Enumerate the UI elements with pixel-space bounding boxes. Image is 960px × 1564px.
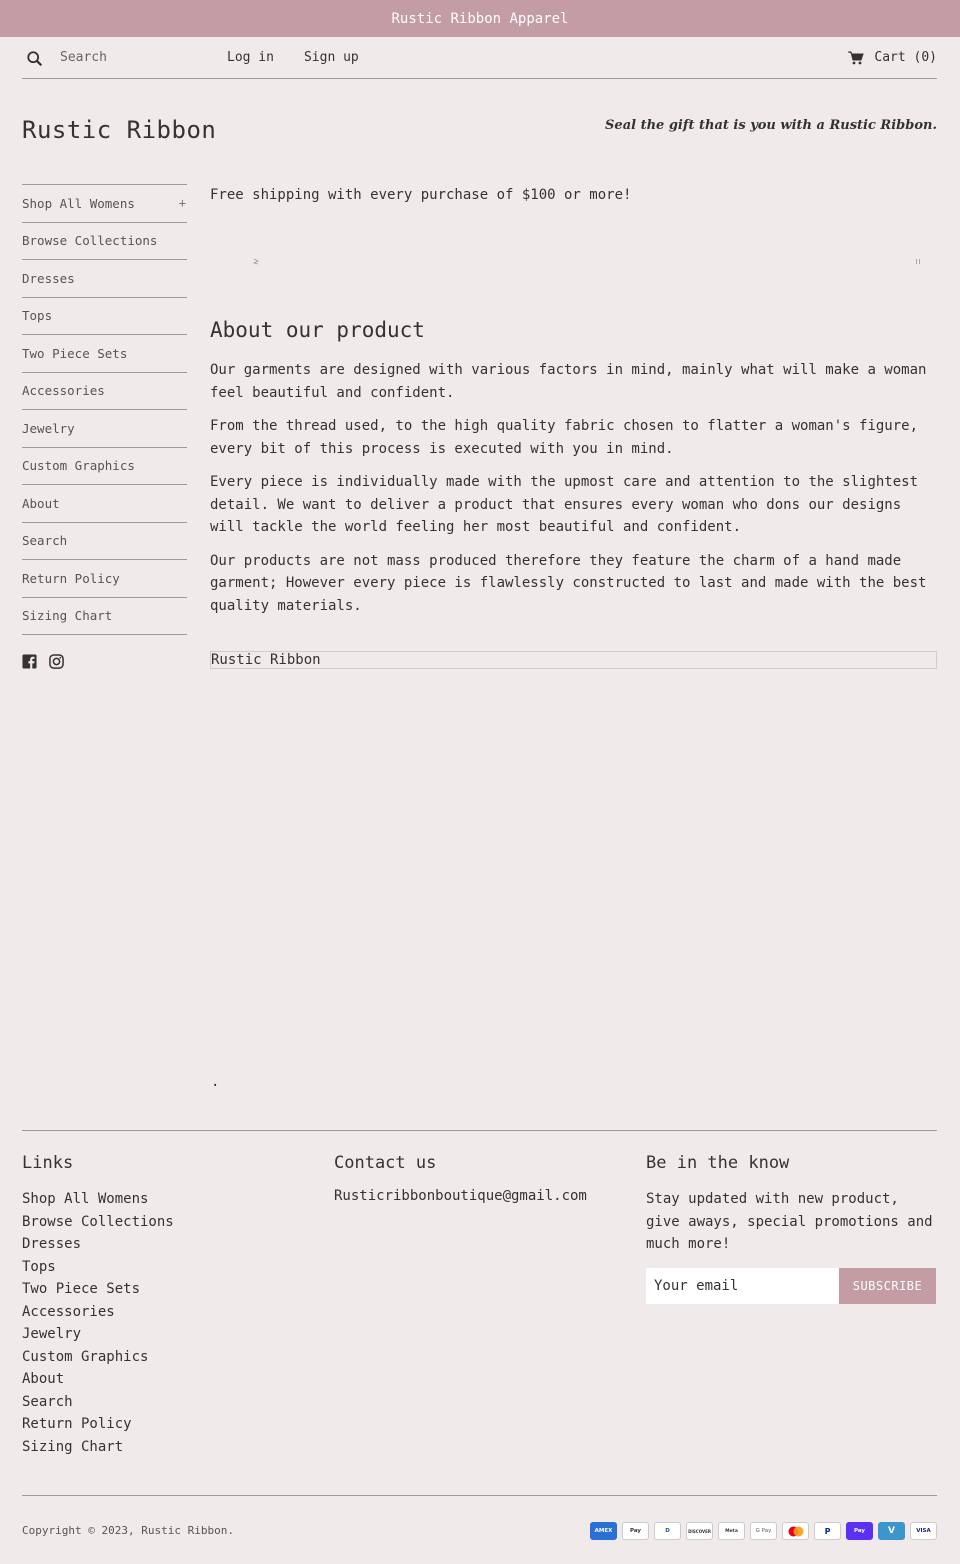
- sidebar-item-label: Shop All Womens: [22, 195, 135, 211]
- cart-icon: [848, 51, 864, 65]
- sidebar-item-sizing-chart[interactable]: [22, 598, 187, 636]
- broken-images-row: [210, 203, 937, 263]
- footer-contact-column: [334, 1153, 587, 1204]
- apple-pay-icon: Pay: [622, 1522, 649, 1540]
- footer-link-about[interactable]: About: [22, 1371, 65, 1387]
- footer-link-return-policy[interactable]: Return Policy: [22, 1416, 132, 1432]
- sidebar-item-label: Accessories: [22, 383, 105, 399]
- sidebar-item-label: Search: [22, 533, 68, 549]
- site-logo[interactable]: Rustic Ribbon: [22, 116, 217, 144]
- footer-link-jewelry[interactable]: Jewelry: [22, 1326, 82, 1342]
- google-pay-icon: G Pay: [750, 1522, 777, 1540]
- main-content: [210, 184, 937, 669]
- mastercard-icon: [782, 1522, 809, 1540]
- meta-pay-icon: Meta: [718, 1522, 745, 1540]
- trailing-dot: .: [211, 1074, 220, 1090]
- newsletter-form: [646, 1268, 938, 1304]
- sidebar-item-search[interactable]: [22, 523, 187, 561]
- copyright-suffix: .: [227, 1524, 234, 1537]
- sidebar-item-label: Custom Graphics: [22, 458, 135, 474]
- footer-links-heading: Links: [22, 1153, 74, 1173]
- sidebar-item-label: About: [22, 495, 60, 511]
- subscribe-button[interactable]: SUBSCRIBE: [839, 1268, 936, 1304]
- facebook-icon[interactable]: [22, 654, 37, 669]
- sidebar-item-dresses[interactable]: [22, 260, 187, 298]
- footer-newsletter-heading: Be in the know: [646, 1153, 790, 1173]
- sidebar-item-jewelry[interactable]: [22, 410, 187, 448]
- sidebar-item-custom-graphics[interactable]: [22, 448, 187, 486]
- sidebar-item-shop-all-womens[interactable]: [22, 185, 187, 223]
- footer-newsletter-column: [646, 1153, 938, 1304]
- footer-link-browse-collections[interactable]: Browse Collections: [22, 1213, 174, 1230]
- announcement-bar: [0, 0, 960, 37]
- email-field[interactable]: [646, 1268, 839, 1304]
- sidebar-item-accessories[interactable]: [22, 373, 187, 411]
- sidebar-item-label: Jewelry: [22, 420, 75, 436]
- about-heading: About our product: [210, 318, 425, 342]
- footer-bottom-divider: [22, 1495, 937, 1496]
- sidebar-item-browse-collections[interactable]: [22, 223, 187, 261]
- about-paragraph: Our products are not mass produced therefore they feature the charm of a hand made garment; However every piece is flawlessly constructed to last and made with the best quality materials.: [210, 552, 927, 614]
- cart-label: Cart (0): [874, 50, 937, 65]
- contact-email: Rusticribbonboutique@gmail.com: [334, 1188, 587, 1204]
- about-paragraph: Our garments are designed with various factors in mind, mainly what will make a woman feel beautiful and confident.: [210, 362, 927, 401]
- cart-link[interactable]: [848, 50, 937, 65]
- instagram-icon[interactable]: [49, 654, 64, 669]
- top-bar: [22, 37, 937, 79]
- search-input[interactable]: [60, 50, 200, 65]
- footer-link-custom-graphics[interactable]: Custom Graphics: [22, 1348, 149, 1365]
- shipping-notice: Free shipping with every purchase of $100 or more!: [210, 187, 632, 203]
- venmo-icon: V: [878, 1522, 905, 1540]
- about-paragraph: From the thread used, to the high quality fabric chosen to flatter a woman's figure, every bit of this process is executed with you in mind.: [210, 418, 919, 457]
- footer-links-column: [22, 1153, 174, 1458]
- announcement-text: Rustic Ribbon Apparel: [391, 10, 569, 27]
- embedded-frame: Rustic Ribbon: [210, 651, 937, 669]
- sidebar-item-label: Dresses: [22, 270, 75, 286]
- copyright: [22, 1524, 234, 1537]
- social-links: [22, 654, 64, 669]
- footer-link-search[interactable]: Search: [22, 1393, 73, 1410]
- diners-club-icon: D: [654, 1522, 681, 1540]
- payment-icons: [590, 1522, 937, 1540]
- search-icon[interactable]: [26, 50, 44, 68]
- footer-link-accessories[interactable]: Accessories: [22, 1303, 115, 1320]
- expand-plus-icon[interactable]: +: [178, 196, 186, 211]
- sidebar-item-label: Tops: [22, 308, 53, 324]
- footer-link-dresses[interactable]: Dresses: [22, 1236, 82, 1252]
- visa-icon: VISA: [910, 1522, 937, 1540]
- login-link[interactable]: Log in: [227, 50, 274, 65]
- sidebar-item-label: Two Piece Sets: [22, 345, 128, 361]
- amex-icon: AMEX: [590, 1522, 617, 1540]
- broken-image-icon: [253, 258, 259, 265]
- mastercard-circles-icon: [787, 1526, 805, 1537]
- signup-link[interactable]: Sign up: [303, 50, 359, 65]
- about-paragraph: Every piece is individually made with the upmost care and attention to the slightest detail. We want to deliver a product that ensures every woman who dons our designs will tackle the world feeling her most beautiful and confident.: [210, 474, 919, 535]
- sidebar-item-label: Sizing Chart: [22, 608, 113, 624]
- footer-link-two-piece-sets[interactable]: Two Piece Sets: [22, 1281, 141, 1297]
- sidebar-item-about[interactable]: [22, 485, 187, 523]
- sidebar-item-label: Return Policy: [22, 570, 120, 586]
- paypal-icon: P: [814, 1522, 841, 1540]
- discover-icon: DISCOVER: [686, 1522, 713, 1540]
- newsletter-text: Stay updated with new product, give aways, special promotions and much more!: [646, 1191, 933, 1252]
- sidebar-item-two-piece-sets[interactable]: [22, 335, 187, 373]
- sidebar-item-tops[interactable]: [22, 298, 187, 336]
- footer-link-shop-all-womens[interactable]: Shop All Womens: [22, 1191, 149, 1207]
- footer-link-sizing-chart[interactable]: Sizing Chart: [22, 1438, 124, 1455]
- footer-link-tops[interactable]: Tops: [22, 1258, 56, 1275]
- broken-image-icon: [915, 258, 921, 265]
- footer-contact-heading: Contact us: [334, 1153, 437, 1173]
- shop-pay-icon: Pay: [846, 1522, 873, 1540]
- copyright-store-link[interactable]: Rustic Ribbon: [141, 1524, 228, 1537]
- copyright-prefix: Copyright © 2023,: [22, 1524, 142, 1537]
- tagline: Seal the gift that is you with a Rustic Ribbon.: [605, 118, 937, 133]
- sidebar-nav: [22, 184, 187, 635]
- sidebar-item-label: Browse Collections: [22, 233, 158, 249]
- footer-divider: [22, 1130, 937, 1131]
- sidebar-item-return-policy[interactable]: [22, 560, 187, 598]
